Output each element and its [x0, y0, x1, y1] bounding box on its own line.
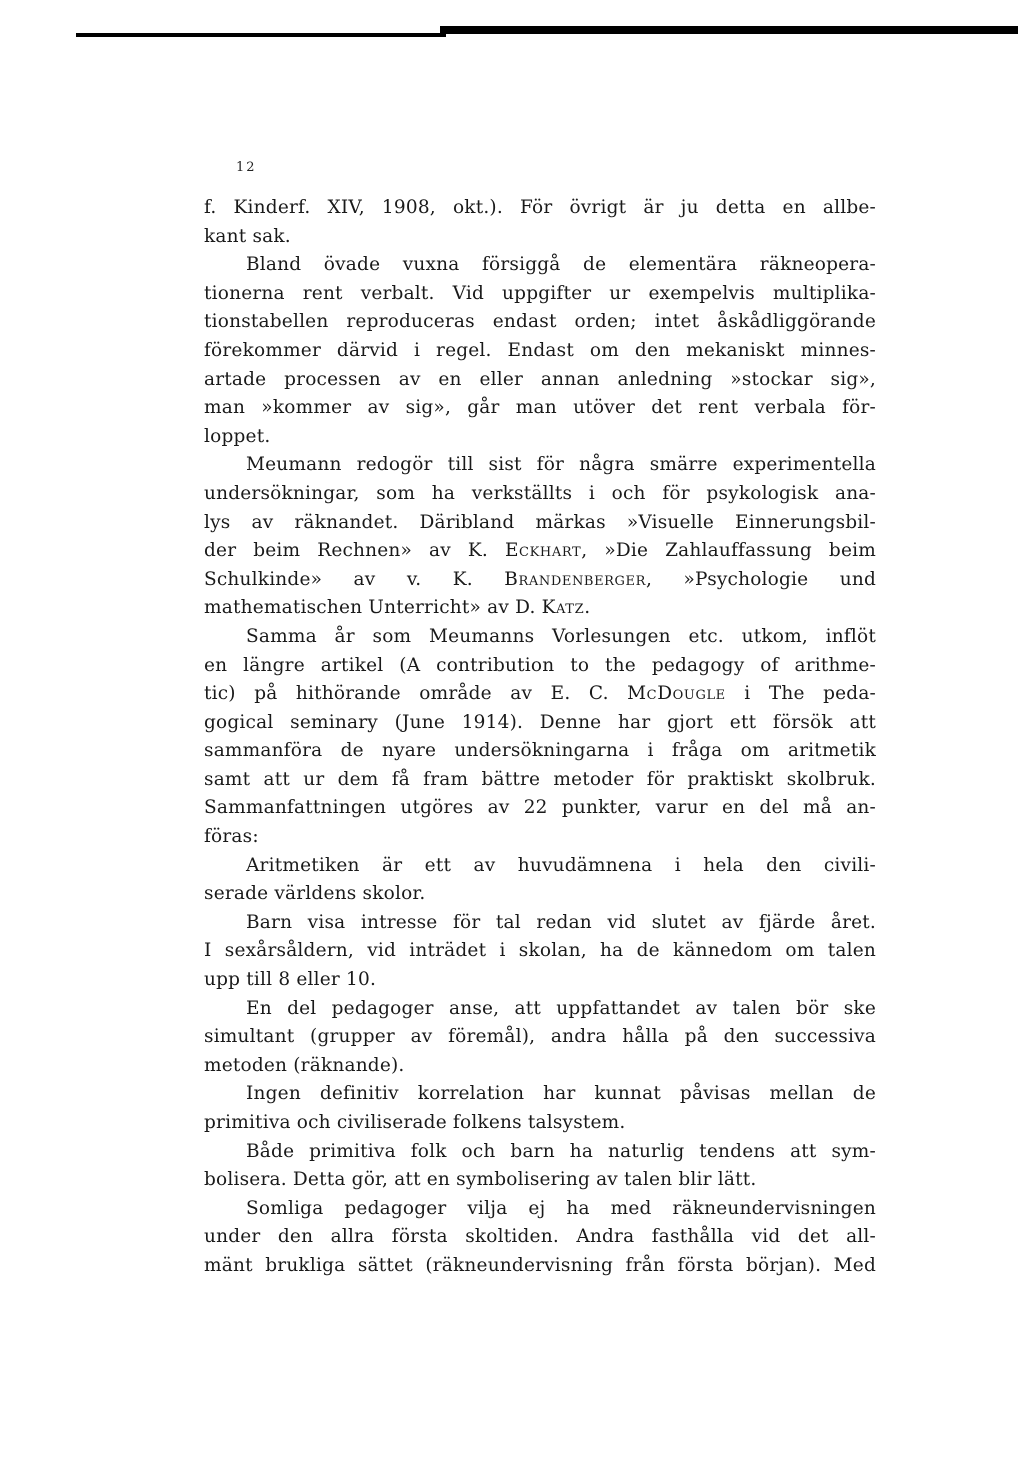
text-line: loppet.: [204, 425, 271, 447]
text-line: lys av räknandet. Däribland märkas »Visuelle Einnerungsbil-: [204, 511, 876, 533]
top-rule-left: [76, 33, 446, 37]
text-line: undersökningar, som ha verkställts i och för psykologisk ana-: [204, 482, 876, 504]
text-line: gogical seminary (June 1914). Denne har gjort ett försök att: [204, 711, 876, 733]
text-line: serade världens skolor.: [204, 883, 426, 905]
text-line: Samma år som Meumanns Vorlesungen etc. utkom, inflöt: [246, 625, 876, 647]
text-line: tionerna rent verbalt. Vid uppgifter ur exempelvis multiplika-: [204, 282, 876, 304]
text-line: samt att ur dem få fram bättre metoder för praktiskt skolbruk.: [204, 768, 876, 790]
text-line: Ingen definitiv korrelation har kunnat påvisas mellan de: [246, 1083, 876, 1105]
text-line: Bland övade vuxna försiggå de elementära räkneopera-: [246, 254, 876, 276]
text-line: kant sak.: [204, 225, 291, 247]
text-line: Meumann redogör till sist för några smärre experimentella: [246, 454, 876, 476]
text-line: mathematischen Unterricht» av D. Katz.: [204, 597, 591, 619]
text-line: man »kommer av sig», går man utöver det rent verbala för-: [204, 397, 876, 419]
text-line: En del pedagoger anse, att uppfattandet av talen bör ske: [246, 997, 876, 1019]
text-line: Både primitiva folk och barn ha naturlig tendens att sym-: [246, 1140, 876, 1162]
text-line: Schulkinde» av v. K. Brandenberger, »Psychologie und: [204, 568, 876, 590]
page-number: 12: [236, 160, 257, 175]
text-line: der beim Rechnen» av K. Eckhart, »Die Zahlauffassung beim: [204, 540, 876, 562]
text-line: förekommer därvid i regel. Endast om den mekaniskt minnes-: [204, 339, 876, 361]
text-line: upp till 8 eller 10.: [204, 969, 377, 991]
text-line: f. Kinderf. XIV, 1908, okt.). För övrigt är ju detta en allbe-: [204, 197, 876, 218]
text-line: föras:: [204, 826, 259, 848]
text-line: tic) på hithörande område av E. C. McDougle i The peda-: [204, 683, 876, 705]
text-line: artade processen av en eller annan anledning »stockar sig»,: [204, 368, 876, 390]
text-line: primitiva och civiliserade folkens talsystem.: [204, 1112, 626, 1133]
text-line: Aritmetiken är ett av huvudämnena i hela den civili-: [246, 854, 876, 876]
text-line: Sammanfattningen utgöres av 22 punkter, varur en del må an-: [204, 797, 876, 819]
text-line: under den allra första skoltiden. Andra fasthålla vid det all-: [204, 1226, 876, 1248]
text-line: en längre artikel (A contribution to the pedagogy of arithme-: [204, 654, 876, 676]
text-line: Barn visa intresse för tal redan vid slutet av fjärde året.: [246, 911, 876, 933]
text-line: Somliga pedagoger vilja ej ha med räkneundervisningen: [246, 1197, 876, 1219]
body-text: [204, 194, 876, 1281]
text-line: metoden (räknande).: [204, 1054, 405, 1076]
text-line: sammanföra de nyare undersökningarna i fråga om aritmetik: [204, 740, 876, 762]
top-rule-right: [440, 26, 1018, 34]
text-line: tionstabellen reproduceras endast orden; intet åskådliggörande: [204, 311, 876, 333]
text-line: simultant (grupper av föremål), andra hålla på den successiva: [204, 1026, 876, 1048]
text-line: mänt brukliga sättet (räkneundervisning från första början). Med: [204, 1254, 876, 1276]
text-line: I sexårsåldern, vid inträdet i skolan, ha de kännedom om talen: [204, 940, 876, 962]
text-line: bolisera. Detta gör, att en symbolisering av talen blir lätt.: [204, 1169, 757, 1191]
